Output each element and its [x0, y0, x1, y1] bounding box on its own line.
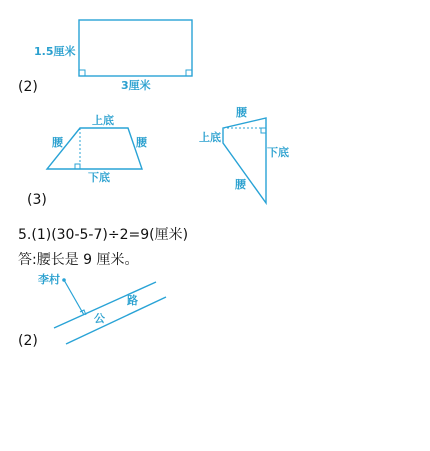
road-label-char: 公 — [94, 312, 105, 325]
answer-equation: 5.(1)(30-5-7)÷2=9(厘米) — [18, 227, 189, 243]
answer-statement: 答:腰长是 9 厘米。 — [18, 252, 139, 268]
right-trapezoid-figure — [199, 105, 289, 203]
perpendicular-line — [64, 280, 84, 315]
road-edge-line — [66, 297, 166, 344]
right-angle-mark — [261, 128, 266, 133]
rectangle-height-label: 1.5厘米 — [34, 45, 76, 58]
road-figure — [38, 272, 166, 344]
village-label: 李村 — [38, 273, 60, 286]
part-marker: (2) — [18, 333, 38, 349]
rectangle-figure — [34, 20, 192, 92]
right-angle-mark — [75, 164, 80, 169]
trapezoid-right-leg-label: 腰 — [136, 136, 147, 149]
rectangle-shape — [79, 20, 192, 76]
trapezoid-bottom-label: 下底 — [88, 171, 110, 184]
right-trapezoid-top-label: 腰 — [236, 106, 247, 119]
right-trapezoid-bottom-label: 腰 — [235, 178, 246, 191]
part-marker: (2) — [18, 79, 38, 95]
road-label-char: 路 — [127, 294, 138, 307]
part-marker: (3) — [27, 192, 47, 208]
right-angle-mark — [186, 70, 192, 76]
trapezoid-left-leg-label: 腰 — [52, 136, 63, 149]
rectangle-width-label: 3厘米 — [121, 79, 151, 92]
trapezoid-top-label: 上底 — [92, 114, 114, 127]
right-angle-mark — [79, 70, 85, 76]
trapezoid-figure — [47, 113, 148, 184]
right-trapezoid-left-label: 上底 — [199, 131, 221, 144]
village-point — [62, 278, 66, 282]
right-trapezoid-right-label: 下底 — [267, 146, 289, 159]
